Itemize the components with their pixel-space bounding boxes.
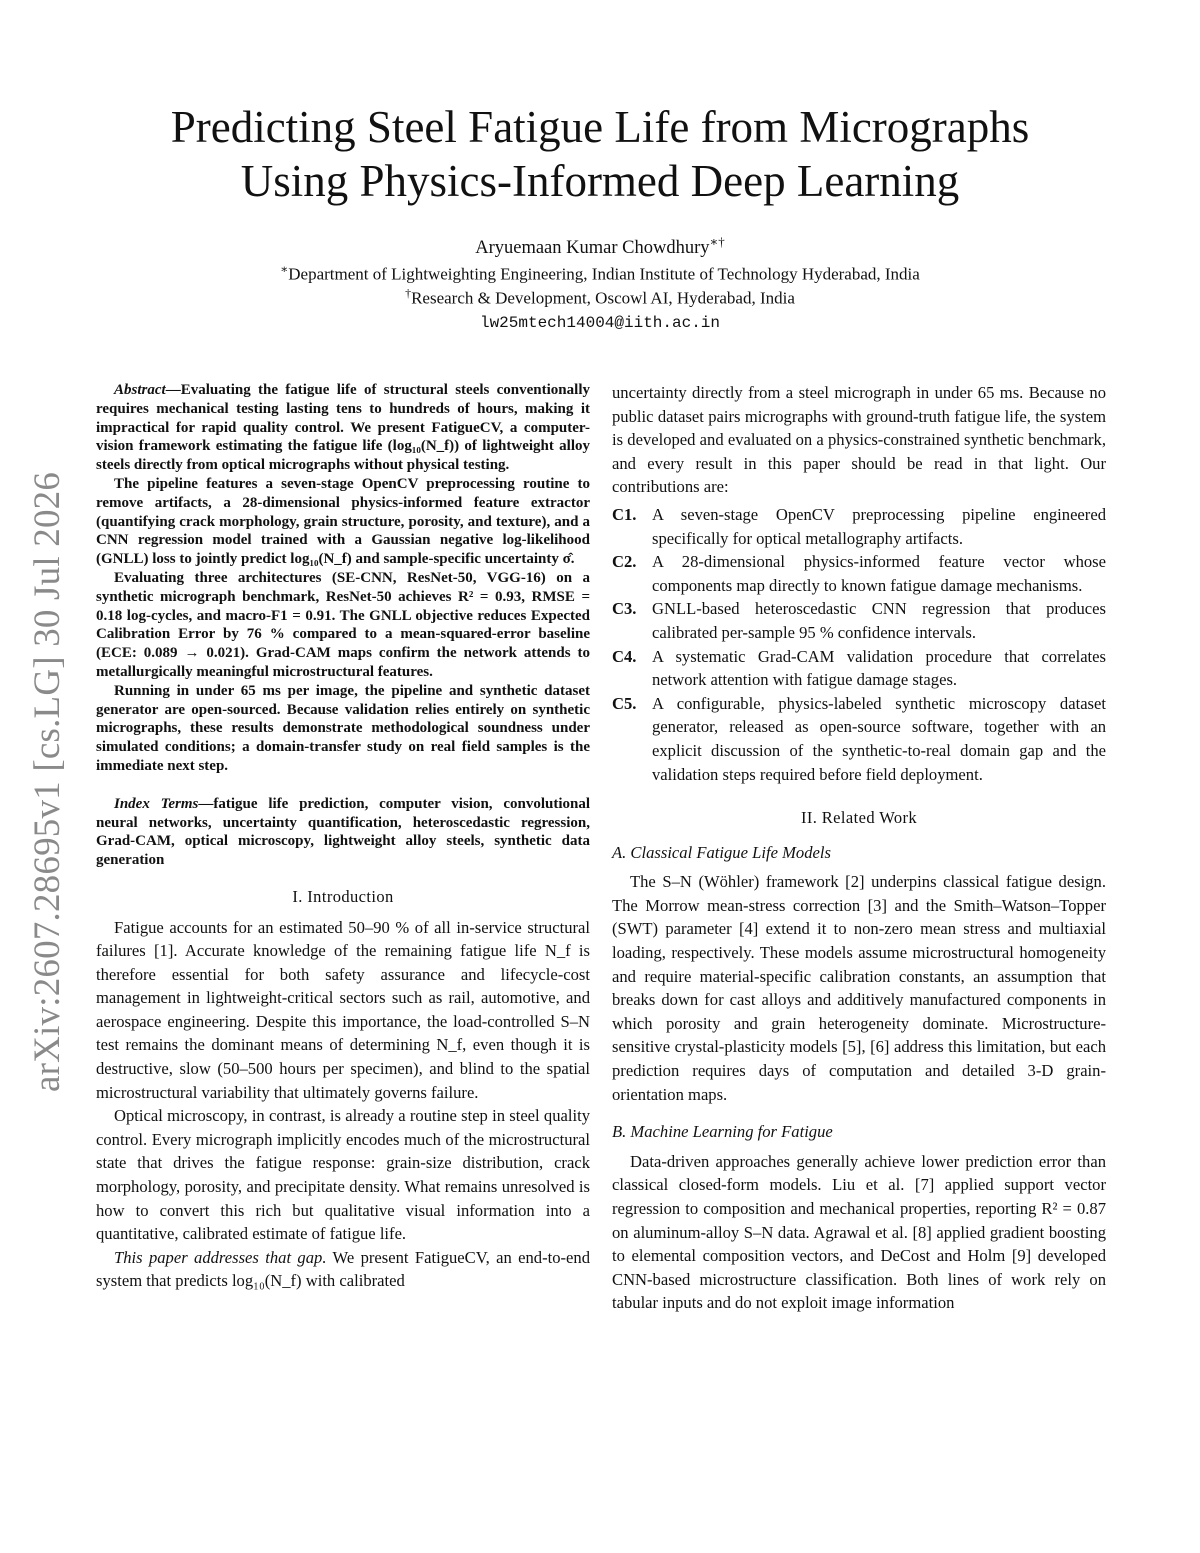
paper-title bbox=[60, 100, 1140, 208]
contribution-label: C1. bbox=[612, 504, 637, 524]
abstract-paragraph-1 bbox=[96, 381, 590, 475]
index-terms bbox=[96, 795, 590, 870]
contribution-item bbox=[612, 597, 1106, 644]
abstract bbox=[96, 381, 590, 776]
author-email[interactable]: lw25mtech14004@iith.ac.in bbox=[479, 314, 721, 332]
subsection-heading-classical: A. Classical Fatigue Life Models bbox=[612, 842, 831, 862]
contribution-label: C4. bbox=[612, 646, 637, 666]
contribution-text: A seven-stage OpenCV preprocessing pipeline engineered specifically for optical metallography artifacts. bbox=[652, 504, 1106, 548]
affiliation-1-mark: ∗ bbox=[280, 262, 289, 276]
contribution-item bbox=[612, 645, 1106, 692]
intro-paragraph-2: Optical microscopy, in contrast, is already a routine step in steel quality control. Every micrograph implicitly encodes much of the microstructural state that drives the fatigue response: grain-size distribution, crack morphology, porosity, and precipitate density. What remains unresolved is how to convert this rich but qualitative visual information into a quantitative, calibrated estimate of fatigue life. bbox=[96, 1106, 590, 1244]
author-name bbox=[100, 234, 1100, 259]
section-heading-introduction: I. Introduction bbox=[292, 886, 394, 906]
abstract-p1: —Evaluating the fatigue life of structural steels conventionally requires mechanical testing lasting tens to hundreds of hours, making it impractical for rapid quality control. We present FatigueCV, a computer-vision framework estimating the fatigue life (log₁₀(N_f)) of lightweight alloy steels directly from optical micrographs without physical testing. bbox=[96, 382, 590, 474]
title-line-1: Predicting Steel Fatigue Life from Micrographs bbox=[170, 102, 1030, 152]
contribution-item bbox=[612, 550, 1106, 597]
subsection-heading-ml: B. Machine Learning for Fatigue bbox=[612, 1122, 833, 1142]
contribution-list bbox=[612, 503, 1106, 786]
abstract-paragraph-3: Evaluating three architectures (SE-CNN, ResNet-50, VGG-16) on a synthetic micrograph benchmark, ResNet-50 achieves R² = 0.93, RMSE = 0.18 log-cycles, and macro-F1 = 0.91. The GNLL objective reduces Expected Calibration Error by 76 % compared to a mean-squared-error baseline (ECE: 0.089 → 0.021). Grad-CAM maps confirm the network attends to metallurgically meaningful microstructural features. bbox=[96, 569, 590, 680]
contribution-item bbox=[612, 692, 1106, 786]
contribution-text: A systematic Grad-CAM validation procedure that correlates network attention with fatigue damage stages. bbox=[652, 646, 1106, 690]
intro-paragraph-3 bbox=[96, 1246, 590, 1293]
intro-paragraph-continued: uncertainty directly from a steel micrograph in under 65 ms. Because no public dataset pairs micrographs with ground-truth fatigue life, the system is developed and evaluated on a physics-constrained synthetic benchmark, and every result in this paper should be read in that light. Our contributions are: bbox=[612, 383, 1106, 497]
intro-p3-italic: This paper addresses that gap. bbox=[114, 1247, 327, 1267]
index-terms-paragraph bbox=[96, 795, 590, 870]
contribution-text: GNLL-based heteroscedastic CNN regression that produces calibrated per-sample 95 % confidence intervals. bbox=[652, 599, 1106, 642]
contribution-text: A configurable, physics-labeled synthetic microscopy dataset generator, released as open-source software, together with an explicit discussion of the synthetic-to-real domain gap and the validation steps required before field deployment. bbox=[652, 693, 1106, 784]
affiliation-2-mark: † bbox=[405, 286, 412, 300]
contribution-item bbox=[612, 503, 1106, 550]
left-column bbox=[96, 381, 590, 1293]
abstract-label: Abstract bbox=[114, 382, 166, 398]
arxiv-identifier: arXiv:2607.28695v1 [cs.LG] 30 Jul 2026 bbox=[27, 471, 68, 1092]
contribution-label: C2. bbox=[612, 552, 637, 572]
affiliation-1-text: Department of Lightweighting Engineering, Indian Institute of Technology Hyderabad, India bbox=[288, 264, 920, 284]
author-name-text: Aryuemaan Kumar Chowdhury bbox=[475, 238, 710, 259]
contribution-label: C5. bbox=[612, 693, 637, 713]
contribution-label: C3. bbox=[612, 599, 637, 619]
index-terms-text: —fatigue life prediction, computer vision, convolutional neural networks, uncertainty quantification, heteroscedastic regression, Grad-CAM, optical microscopy, lightweight alloy steels, synthetic data generation bbox=[96, 795, 590, 869]
title-line-2: Using Physics-Informed Deep Learning bbox=[240, 156, 960, 206]
abstract-paragraph-2: The pipeline features a seven-stage OpenCV preprocessing routine to remove artifacts, a 28-dimensional physics-informed feature extractor (quantifying crack morphology, grain structure, porosity, and texture), and a CNN regression model trained with a Gaussian negative log-likelihood (GNLL) loss to jointly predict log₁₀(N_f) and sample-specific uncertainty σ̂. bbox=[96, 475, 590, 568]
right-column bbox=[612, 381, 1106, 1315]
contribution-text: A 28-dimensional physics-informed feature vector whose components map directly to known fatigue damage mechanisms. bbox=[652, 552, 1106, 595]
intro-paragraph-1: Fatigue accounts for an estimated 50–90 % of all in-service structural failures [1]. Accurate knowledge of the remaining fatigue life N_f is therefore essential for both safety assurance and lifecycle-cost management in lightweight-critical sectors such as rail, automotive, and aerospace engineering. Despite this importance, the load-controlled S–N test remains the dominant means of determining N_f, even though it is destructive, slow (50–500 hours per specimen), and blind to the spatial microstructural variability that ultimately governs failure. bbox=[96, 917, 590, 1102]
affiliation-1 bbox=[100, 262, 1100, 285]
affiliation-2-text: Research & Development, Oscowl AI, Hyderabad, India bbox=[411, 288, 795, 308]
author-marks: ∗† bbox=[709, 234, 725, 249]
abstract-paragraph-4: Running in under 65 ms per image, the pipeline and synthetic dataset generator are open-sourced. Because validation relies entirely on synthetic micrographs, these results demonstrate methodological soundness under simulated conditions; a domain-transfer study on real field samples is the immediate next step. bbox=[96, 682, 590, 774]
related-paragraph-a: The S–N (Wöhler) framework [2] underpins classical fatigue design. The Morrow mean-stress correction [3] and the Smith–Watson–Topper (SWT) parameter [4] extend it to non-zero mean stress and multiaxial loading, respectively. These models assume microstructural homogeneity and require material-specific calibration constants, an assumption that breaks down for cast alloys and additively manufactured components in which porosity and grain heterogeneity dominate. Microstructure-sensitive crystal-plasticity models [5], [6] address this limitation, but each prediction requires days of computation and detailed 3-D grain-orientation maps. bbox=[612, 872, 1106, 1104]
affiliation-2 bbox=[100, 286, 1100, 309]
intro-p3-rest: We present FatigueCV, an end-to-end system that predicts log₁₀(N_f) with calibrated bbox=[96, 1247, 590, 1291]
related-paragraph-b: Data-driven approaches generally achieve lower prediction error than classical closed-form models. Liu et al. [7] applied support vector regression to composition and mechanical properties, reporting R² = 0.87 on aluminum-alloy S–N data. Agrawal et al. [8] applied gradient boosting to elemental composition vectors, and DeCost and Holm [9] developed CNN-based microstructure classification. Both lines of work rely on tabular inputs and do not exploit image information bbox=[612, 1151, 1106, 1313]
section-heading-related-work: II. Related Work bbox=[800, 808, 918, 828]
index-terms-label: Index Terms bbox=[114, 795, 199, 812]
